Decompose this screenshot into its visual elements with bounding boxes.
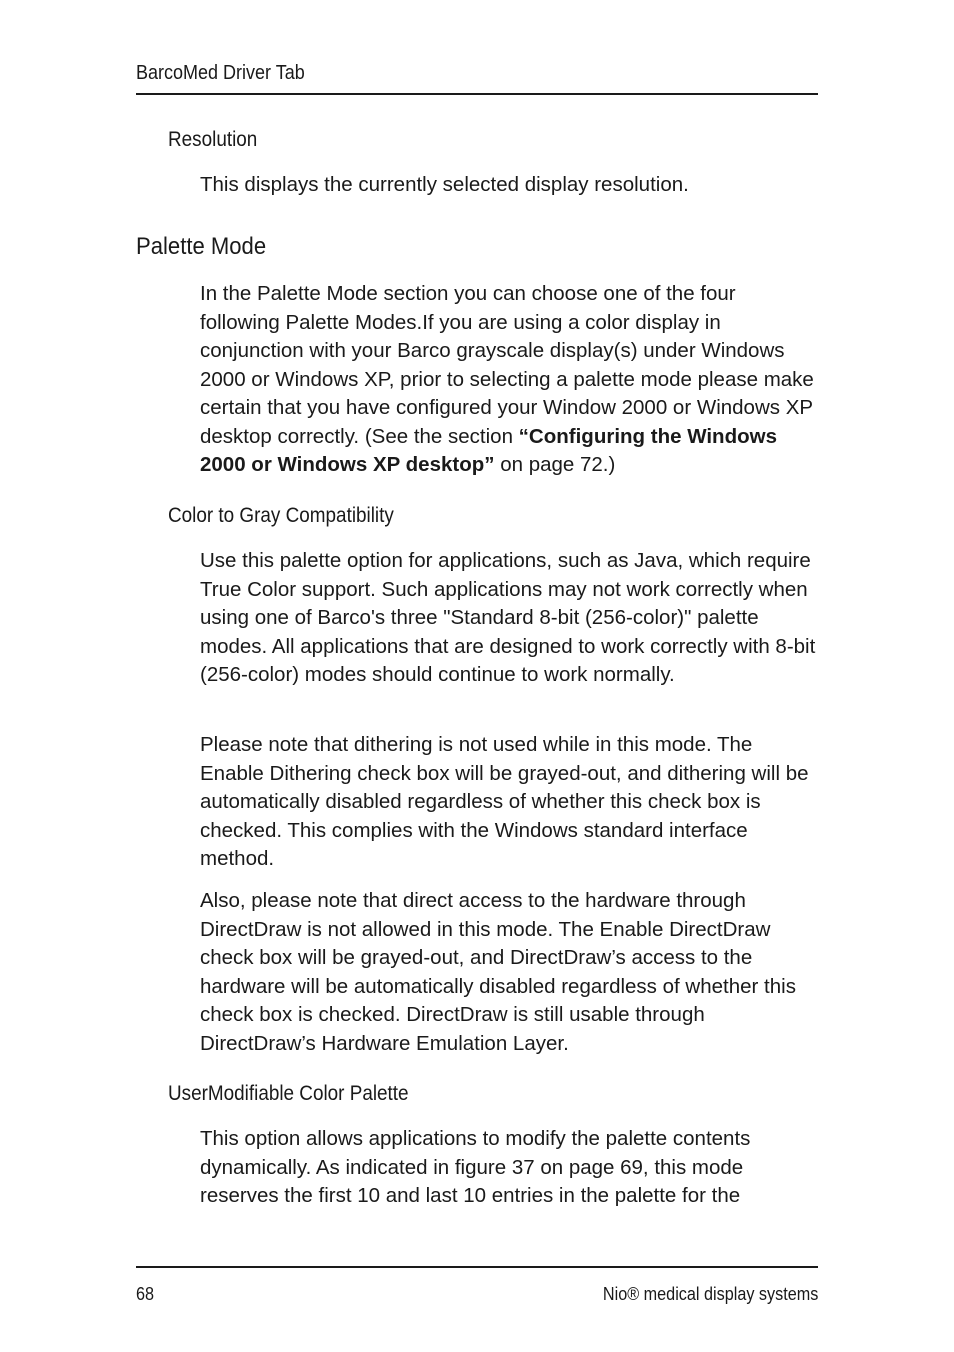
heading-color-to-gray: Color to Gray Compatibility [168, 504, 394, 527]
paragraph-color-to-gray-1: Use this palette option for applications, such as Java, which require True Color support. Such applications may not work correctly when using one of Barco's three "Standard 8-bit (256-color)" palette modes. All applications that are designed to work correctly with 8-bit (256-color) modes should continue to work normally. [200, 549, 816, 686]
heading-palette-mode: Palette Mode [136, 233, 267, 260]
header-rule [136, 93, 818, 95]
running-header: BarcoMed Driver Tab [136, 62, 305, 84]
paragraph-resolution: This displays the currently selected display resolution. [200, 173, 689, 196]
heading-resolution: Resolution [168, 128, 258, 151]
paragraph-color-to-gray-2: Please note that dithering is not used while in this mode. The Enable Dithering check box will be grayed-out, and dithering will be automatically disabled regardless of whether this check box is checked. This complies with the Windows standard interface method. [200, 733, 809, 870]
footer-product: Nio® medical display systems [602, 1284, 818, 1304]
heading-user-modifiable: UserModifiable Color Palette [168, 1082, 409, 1105]
paragraph-palette-mode [200, 280, 820, 480]
paragraph-color-to-gray-3: Also, please note that direct access to the hardware through DirectDraw is not allowed in this mode. The Enable DirectDraw check box will be grayed-out, and DirectDraw’s access to the hardware will be automatically disabled regardless of whether this check box is checked. DirectDraw is still usable through DirectDraw’s Hardware Emulation Layer. [200, 889, 796, 1055]
paragraph-user-modifiable: This option allows applications to modify the palette contents dynamically. As indicated in figure 37 on page 69, this mode reserves the first 10 and last 10 entries in the palette for the [200, 1127, 751, 1207]
palette-mode-intro: In the Palette Mode section you can choose one of the four following Palette Modes.If you are using a color display in conjunction with your Barco grayscale display(s) under Windows 2000 or Windows XP, prior to selecting a palette mode please make certain that you have configured your Window 2000 or Windows XP desktop correctly. (See the section [200, 282, 814, 448]
cross-reference-link[interactable]: “Configuring the Windows 2000 or Windows XP desktop” [200, 424, 777, 476]
palette-mode-intro-end: on page 72.) [494, 453, 616, 476]
page-number: 68 [136, 1284, 155, 1304]
footer-rule [136, 1266, 818, 1268]
